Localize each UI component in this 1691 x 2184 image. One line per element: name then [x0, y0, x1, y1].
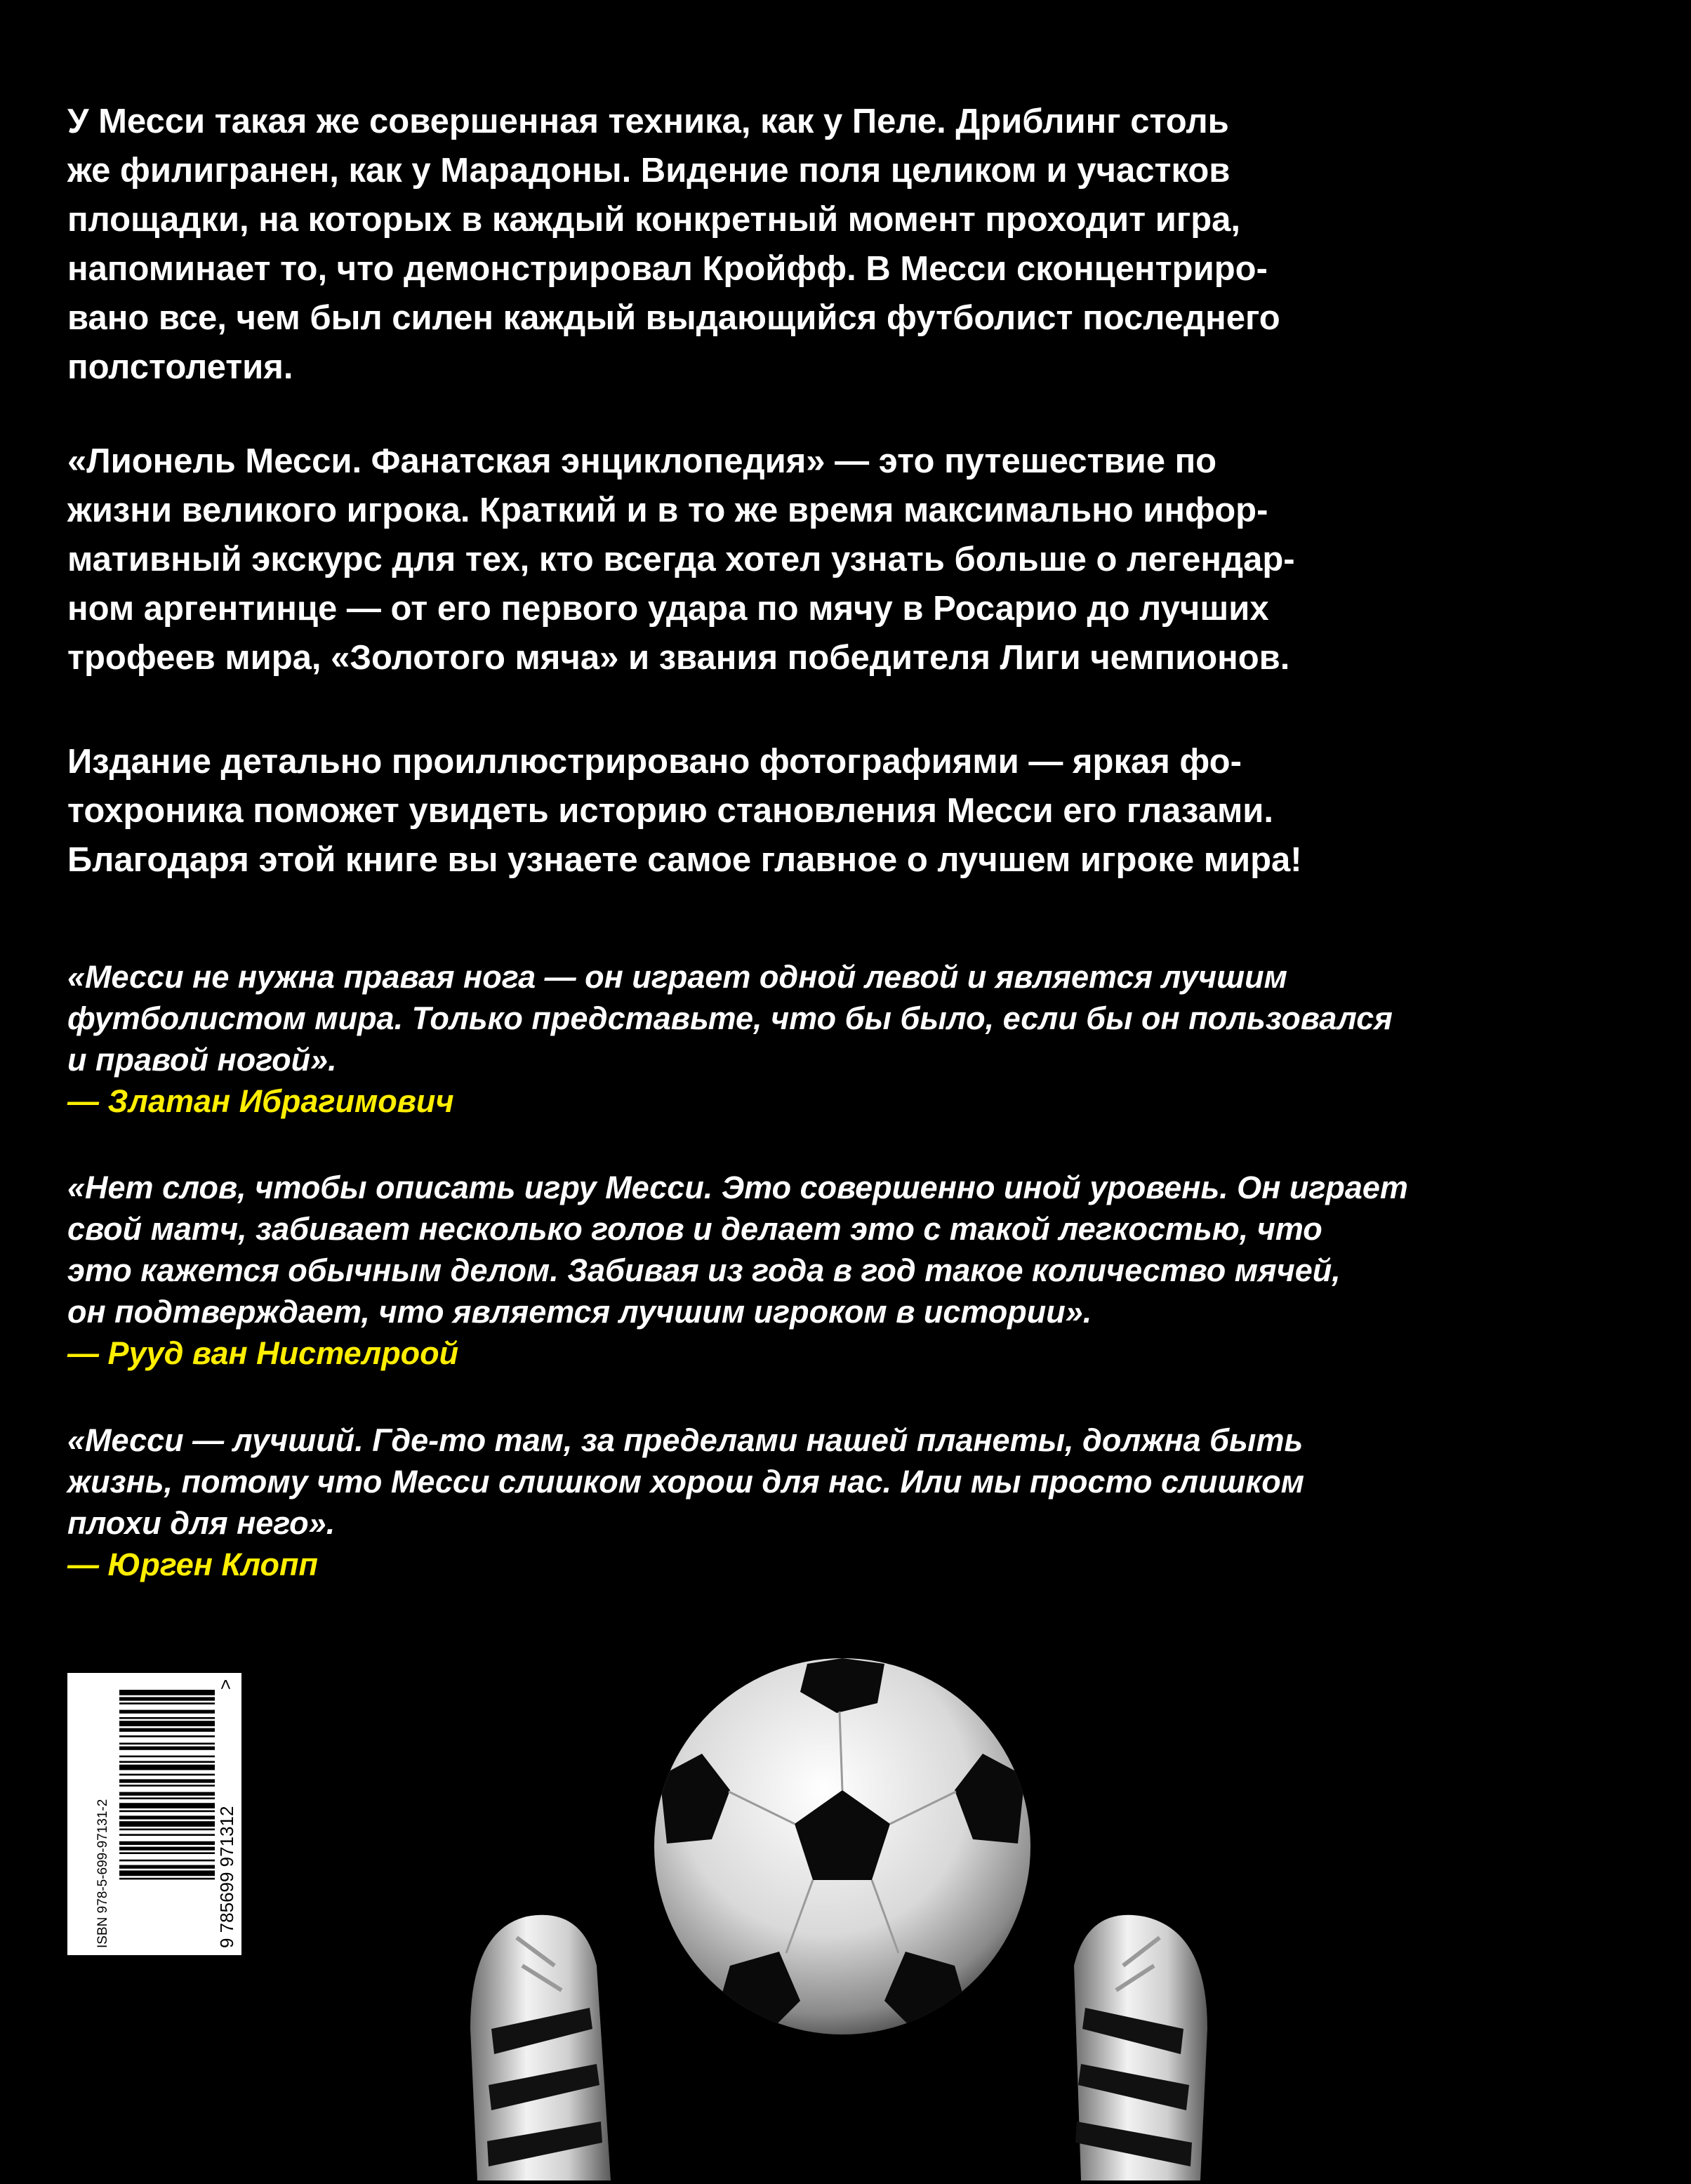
paragraph-line: тохроника поможет увидеть историю становления Месси его глазами.: [67, 792, 1273, 830]
barcode-bar: [119, 1735, 215, 1738]
intro-paragraph: [67, 97, 1640, 392]
barcode-bar: [119, 1756, 215, 1758]
barcode-bar: [119, 1815, 215, 1819]
barcode-bar: [119, 1697, 215, 1700]
barcode-bar: [119, 1710, 215, 1714]
quote-line: «Месси — лучший. Где-то там, за пределами нашей планеты, должна быть: [67, 1422, 1304, 1458]
quote-klopp: [67, 1419, 1640, 1585]
soccer-ball-and-boots-illustration: [449, 1636, 1235, 2180]
barcode-bar: [119, 1785, 215, 1787]
paragraph-line: напоминает то, что демонстрировал Кройфф. В Месси сконцентриро-: [67, 250, 1268, 288]
barcode-bar: [119, 1765, 215, 1771]
barcode-bar: [119, 1865, 215, 1869]
quote-line: плохи для него».: [67, 1505, 336, 1541]
barcode-digits: 9 785699 971312: [216, 1806, 237, 1948]
barcode-bar: [119, 1829, 215, 1831]
quote-line: «Месси не нужна правая нога — он играет одной левой и является лучшим: [67, 959, 1287, 995]
quote-line: футболистом мира. Только представьте, что бы было, если бы он пользовался: [67, 1000, 1393, 1036]
paragraph-line: полстолетия.: [67, 348, 293, 386]
barcode-bar: [119, 1841, 215, 1845]
quote-line: он подтверждает, что является лучшим игроком в истории».: [67, 1294, 1092, 1330]
barcode-bar: [119, 1847, 215, 1851]
barcode-bar: [119, 1811, 215, 1813]
quote-line: «Нет слов, чтобы описать игру Месси. Это совершенно иной уровень. Он играет: [67, 1170, 1408, 1205]
left-boot-icon: [470, 1915, 611, 2180]
barcode-bar: [119, 1792, 215, 1796]
barcode-bar: [119, 1717, 215, 1719]
quote-van-nistelrooy: [67, 1167, 1640, 1374]
barcode-bar: [119, 1860, 215, 1862]
barcode-graphic: [67, 1673, 241, 1955]
edition-paragraph: [67, 737, 1640, 885]
paragraph-line: Издание детально проиллюстрировано фотографиями — яркая фо-: [67, 743, 1242, 781]
paragraph-line: Благодаря этой книге вы узнаете самое главное о лучшем игроке мира!: [67, 841, 1302, 879]
book-description-paragraph: [67, 437, 1640, 682]
barcode-bar: [119, 1761, 215, 1763]
paragraph-line: вано все, чем был силен каждый выдающийся футболист последнего: [67, 299, 1280, 337]
paragraph-line: У Месси такая же совершенная техника, как у Пеле. Дриблинг столь: [67, 102, 1229, 140]
barcode-bar: [119, 1878, 215, 1880]
quote-line: жизнь, потому что Месси слишком хорош для нас. Или мы просто слишком: [67, 1464, 1305, 1500]
quote-line: это кажется обычным делом. Забивая из года в год такое количество мячей,: [67, 1252, 1341, 1288]
quote-author: — Юрген Клопп: [67, 1547, 319, 1582]
barcode-bar: [119, 1774, 215, 1776]
quote-author: — Златан Ибрагимович: [67, 1083, 454, 1119]
paragraph-line: же филигранен, как у Марадоны. Видение поля целиком и участков: [67, 152, 1231, 190]
barcode-bar: [119, 1852, 215, 1854]
isbn-label: ISBN 978-5-699-97131-2: [95, 1799, 110, 1948]
barcode-bar: [119, 1834, 215, 1836]
barcode-bar: [119, 1797, 215, 1799]
quote-ibrahimovic: [67, 956, 1640, 1122]
paragraph-line: мативный экскурс для тех, кто всегда хотел узнать больше о легендар-: [67, 541, 1295, 578]
right-boot-icon: [1074, 1915, 1207, 2180]
quote-line: и правой ногой».: [67, 1042, 337, 1078]
paragraph-line: «Лионель Месси. Фанатская энциклопедия» — это путешествие по: [67, 442, 1217, 480]
quote-author: — Рууд ван Нистелроой: [67, 1335, 459, 1371]
paragraph-line: трофеев мира, «Золотого мяча» и звания победителя Лиги чемпионов.: [67, 639, 1290, 677]
barcode-bar: [119, 1747, 215, 1750]
barcode-bar: [119, 1821, 215, 1827]
barcode-arrow: >: [215, 1679, 236, 1690]
barcode-bar: [119, 1779, 215, 1782]
barcode-bar: [119, 1742, 215, 1745]
barcode-bars: [119, 1690, 215, 1879]
paragraph-line: площадки, на которых в каждый конкретный момент проходит игра,: [67, 201, 1241, 239]
paragraph-line: жизни великого игрока. Краткий и в то же время максимально инфор-: [67, 491, 1268, 529]
barcode-bar: [119, 1690, 215, 1695]
barcode-bar: [119, 1803, 215, 1808]
barcode-bar: [119, 1870, 215, 1876]
barcode-bar: [119, 1728, 215, 1732]
paragraph-line: ном аргентинце — от его первого удара по мячу в Росарио до лучших: [67, 590, 1269, 628]
barcode-bar: [119, 1702, 215, 1705]
quote-line: свой матч, забивает несколько голов и делает это с такой легкостью, что: [67, 1211, 1322, 1247]
soccer-ball-icon: [449, 1636, 1235, 2180]
isbn-barcode: [67, 1673, 241, 1955]
barcode-bar: [119, 1721, 215, 1726]
